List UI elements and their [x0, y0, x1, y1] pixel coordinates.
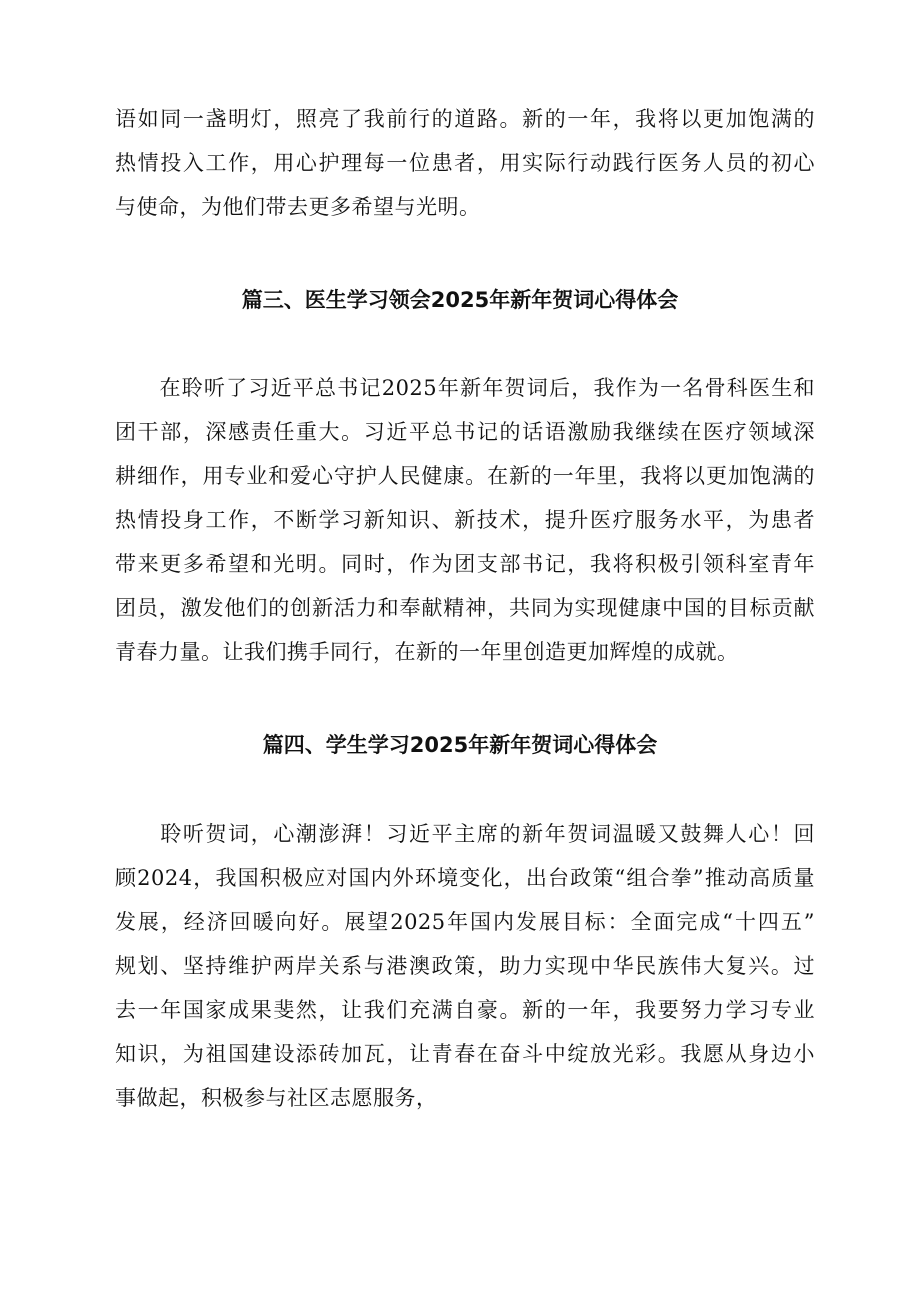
text-line: 语如同一盏明灯，照亮了我前行的道路。新的一年，我将以更加饱满的	[115, 107, 815, 131]
text-line: 去一年国家成果斐然，让我们充满自豪。新的一年，我要努力学习专业	[115, 998, 815, 1022]
text-line: 在聆听了习近平总书记2025年新年贺词后，我作为一名骨科医生和	[115, 376, 815, 400]
text-line: 团干部，深感责任重大。习近平总书记的话语激励我继续在医疗领域深	[115, 420, 815, 444]
text-line: 事做起，积极参与社区志愿服务，	[115, 1086, 438, 1110]
text-line: 热情投入工作，用心护理每一位患者，用实际行动践行医务人员的初心	[115, 151, 815, 175]
text-line: 与使命，为他们带去更多希望与光明。	[115, 195, 481, 219]
text-line: 带来更多希望和光明。同时，作为团支部书记，我将积极引领科室青年	[115, 552, 815, 576]
section-heading-4: 篇四、学生学习2025年新年贺词心得体会	[262, 733, 658, 757]
text-line: 发展，经济回暖向好。展望2025年国内发展目标：全面完成“十四五”	[115, 910, 815, 934]
text-line: 规划、坚持维护两岸关系与港澳政策，助力实现中华民族伟大复兴。过	[115, 954, 815, 978]
text-line: 顾2024，我国积极应对国内外环境变化，出台政策“组合拳”推动高质量	[115, 866, 815, 890]
text-line: 热情投身工作，不断学习新知识、新技术，提升医疗服务水平，为患者	[115, 508, 815, 532]
text-line: 聆听贺词，心潮澎湃！习近平主席的新年贺词温暖又鼓舞人心！回	[115, 822, 815, 846]
text-line: 知识，为祖国建设添砖加瓦，让青春在奋斗中绽放光彩。我愿从身边小	[115, 1042, 815, 1066]
text-line: 青春力量。让我们携手同行，在新的一年里创造更加辉煌的成就。	[115, 640, 739, 664]
section-heading-3: 篇三、医生学习领会2025年新年贺词心得体会	[241, 288, 679, 312]
text-line: 团员，激发他们的创新活力和奉献精神，共同为实现健康中国的目标贡献	[115, 596, 815, 620]
text-line: 耕细作，用专业和爱心守护人民健康。在新的一年里，我将以更加饱满的	[115, 464, 815, 488]
